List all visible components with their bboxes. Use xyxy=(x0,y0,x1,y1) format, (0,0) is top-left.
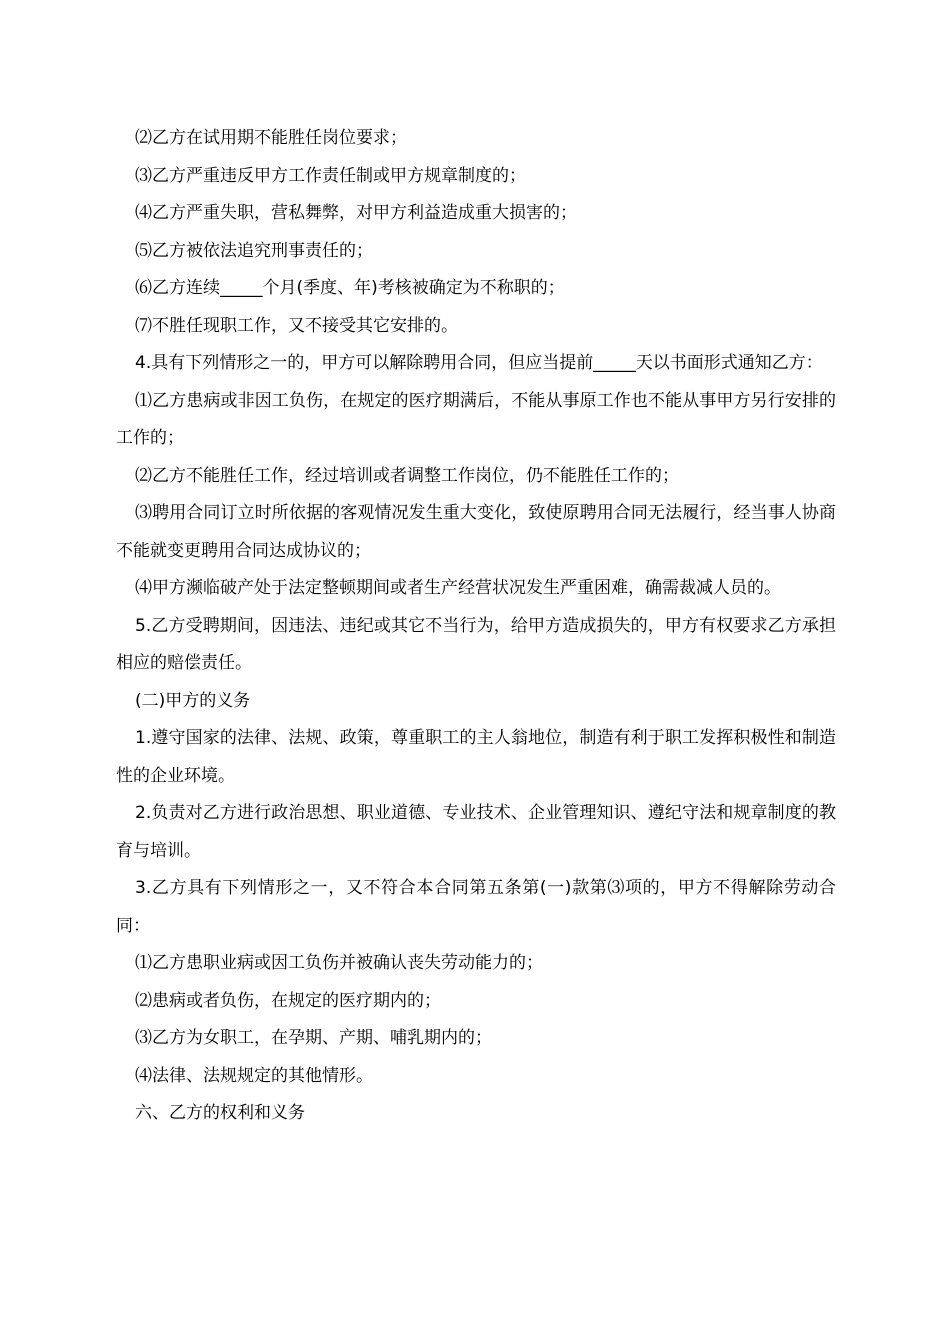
paragraph: ⑵乙方在试用期不能胜任岗位要求； xyxy=(135,128,407,148)
paragraph: 4.具有下列情形之一的，甲方可以解除聘用合同，但应当提前_____天以书面形式通知乙方： xyxy=(135,353,823,373)
paragraph: ⑴乙方患职业病或因工负伤并被确认丧失劳动能力的； xyxy=(135,953,543,973)
paragraph: ⑸乙方被依法追究刑事责任的； xyxy=(135,240,373,261)
paragraph: ⑺不胜任现职工作，又不接受其它安排的。 xyxy=(135,315,458,336)
paragraph: 1.遵守国家的法律、法规、政策，尊重职工的主人翁地位，制造有利于职工发挥积极性和制造性的企业环境。 xyxy=(116,728,836,786)
paragraph: 3.乙方具有下列情形之一，又不符合本合同第五条第(一)款第⑶项的，甲方不得解除劳动合同： xyxy=(116,878,836,936)
document-body xyxy=(116,120,836,1133)
paragraph: ⑶乙方为女职工，在孕期、产期、哺乳期内的； xyxy=(135,1028,492,1048)
paragraph: ⑹乙方连续_____个月(季度、年)考核被确定为不称职的； xyxy=(135,278,565,298)
paragraph: ⑴乙方患病或非因工负伤，在规定的医疗期满后，不能从事原工作也不能从事甲方另行安排的工作的； xyxy=(116,390,836,448)
paragraph: ⑷乙方严重失职，营私舞弊，对甲方利益造成重大损害的； xyxy=(135,203,577,223)
section-heading: 六、乙方的权利和义务 xyxy=(135,1103,305,1123)
paragraph: 5.乙方受聘期间，因违法、违纪或其它不当行为，给甲方造成损失的，甲方有权要求乙方承担相应的赔偿责任。 xyxy=(116,615,836,673)
paragraph: ⑶乙方严重违反甲方工作责任制或甲方规章制度的； xyxy=(135,165,526,186)
paragraph: ⑵患病或者负伤，在规定的医疗期内的； xyxy=(135,990,441,1011)
paragraph: ⑷甲方濒临破产处于法定整顿期间或者生产经营状况发生严重困难，确需裁减人员的。 xyxy=(135,578,781,598)
section-heading: (二)甲方的义务 xyxy=(135,690,251,711)
paragraph: ⑷法律、法规规定的其他情形。 xyxy=(135,1065,373,1086)
paragraph: ⑵乙方不能胜任工作，经过培训或者调整工作岗位，仍不能胜任工作的； xyxy=(135,465,679,486)
paragraph: 2.负责对乙方进行政治思想、职业道德、专业技术、企业管理知识、遵纪守法和规章制度的教育与培训。 xyxy=(116,803,836,861)
paragraph: ⑶聘用合同订立时所依据的客观情况发生重大变化，致使原聘用合同无法履行，经当事人协商不能就变更聘用合同达成协议的； xyxy=(116,503,836,561)
